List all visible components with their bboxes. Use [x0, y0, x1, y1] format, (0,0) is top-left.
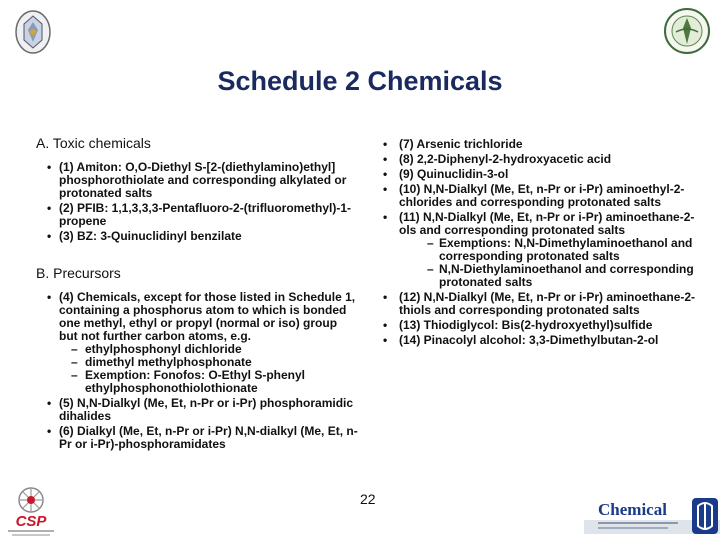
csp-logo-icon — [2, 484, 60, 538]
toxic-chemicals-list — [36, 161, 358, 243]
example-text: Exemption: Fonofos: O-Ethyl S-phenyl ethylphosphonothiolothionate — [85, 368, 305, 395]
footer-brand-logo — [584, 496, 720, 536]
list-item-precursor-8: • (8) 2,2-Diphenyl-2-hydroxyacetic acid — [376, 153, 706, 166]
exemption-item — [399, 237, 706, 263]
list-item-precursor-13: • (13) Thiodiglycol: Bis(2-hydroxyethyl)sulfide — [376, 319, 706, 332]
precursors-list — [36, 291, 358, 451]
list-item-pfib: • (2) PFIB: 1,1,3,3,3-Pentafluoro-2-(trifluoromethyl)-1-propene — [36, 202, 358, 228]
dash-marker: – — [71, 342, 78, 356]
dash-marker: – — [71, 355, 78, 369]
list-item-precursor-5: • (5) N,N-Dialkyl (Me, Et, n-Pr or i-Pr) phosphoramidic dihalides — [36, 397, 358, 423]
precursor-4-text: (4) Chemicals, except for those listed in Schedule 1, containing a phosphorus atom to which is bonded one methyl, ethyl or propyl (normal or iso) group but not further carbon atoms, e.g. — [59, 290, 356, 343]
example-item — [59, 369, 358, 395]
csp-logo-text: CSP — [15, 513, 47, 530]
list-item-precursor-14: • (14) Pinacolyl alcohol: 3,3-Dimethylbutan-2-ol — [376, 334, 706, 347]
exemption-text: Exemptions: N,N-Dimethylaminoethanol and corresponding protonated salts — [439, 236, 693, 263]
dash-marker: – — [427, 262, 434, 276]
precursors-list-continued — [376, 138, 706, 347]
list-item-precursor-4 — [36, 291, 358, 395]
precursor-4-examples — [59, 343, 358, 395]
precursor-11-exemptions — [399, 237, 706, 289]
footer-brand-text: Chemical — [598, 500, 667, 519]
dash-marker: – — [71, 368, 78, 382]
institution-logo-left-icon — [8, 6, 58, 56]
left-column — [36, 135, 358, 453]
list-item-precursor-11 — [376, 211, 706, 289]
heading-toxic-chemicals: A. Toxic chemicals — [36, 135, 151, 151]
page-number: 22 — [360, 491, 376, 507]
dash-marker: – — [427, 236, 434, 250]
list-item-precursor-9: • (9) Quinuclidin-3-ol — [376, 168, 706, 181]
list-item-amiton: • (1) Amiton: O,O-Diethyl S-[2-(diethylamino)ethyl] phosphorothiolate and corresponding alkylated or protonated salts — [36, 161, 358, 200]
institution-logo-right-icon — [662, 6, 712, 56]
exemption-item — [399, 263, 706, 289]
precursor-11-text: (11) N,N-Dialkyl (Me, Et, n-Pr or i-Pr) aminoethane-2-ols and corresponding protonated salts — [399, 210, 695, 237]
list-item-precursor-7: • (7) Arsenic trichloride — [376, 138, 706, 151]
example-text: dimethyl methylphosphonate — [85, 355, 252, 369]
example-text: ethylphosphonyl dichloride — [85, 342, 242, 356]
list-item-precursor-12: • (12) N,N-Dialkyl (Me, Et, n-Pr or i-Pr) aminoethane-2-thiols and corresponding protonated salts — [376, 291, 706, 317]
exemption-text: N,N-Diethylaminoethanol and corresponding protonated salts — [439, 262, 694, 289]
list-item-precursor-10: • (10) N,N-Dialkyl (Me, Et, n-Pr or i-Pr) aminoethyl-2-chlorides and corresponding protonated salts — [376, 183, 706, 209]
slide-title: Schedule 2 Chemicals — [217, 66, 503, 96]
list-item-bz: • (3) BZ: 3-Quinuclidinyl benzilate — [36, 230, 358, 243]
heading-precursors: B. Precursors — [36, 265, 121, 281]
list-item-precursor-6: • (6) Dialkyl (Me, Et, n-Pr or i-Pr) N,N-dialkyl (Me, Et, n-Pr or i-Pr)-phosphoramidates — [36, 425, 358, 451]
right-column — [376, 138, 706, 349]
